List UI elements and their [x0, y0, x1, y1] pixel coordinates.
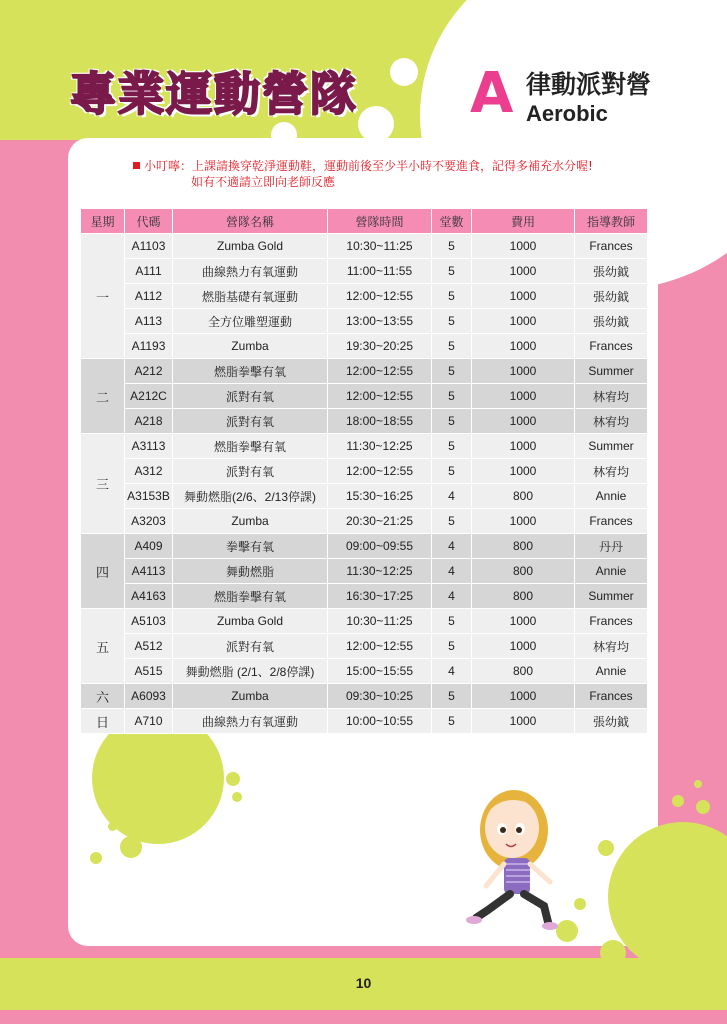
instructor-cell: 林宥均: [575, 459, 648, 484]
sessions-cell: 4: [432, 484, 472, 509]
instructor-cell: 林宥均: [575, 409, 648, 434]
time-cell: 20:30~21:25: [328, 509, 432, 534]
code-cell: A218: [125, 409, 173, 434]
code-cell: A212C: [125, 384, 173, 409]
sessions-cell: 4: [432, 584, 472, 609]
sessions-cell: 5: [432, 234, 472, 259]
course-name-cell: 曲線熱力有氧運動: [173, 259, 328, 284]
code-cell: A111: [125, 259, 173, 284]
fee-cell: 1000: [472, 284, 575, 309]
course-name-cell: 曲線熱力有氧運動: [173, 709, 328, 734]
lime-bubble: [90, 852, 102, 864]
code-cell: A4163: [125, 584, 173, 609]
time-cell: 09:00~09:55: [328, 534, 432, 559]
fee-cell: 1000: [472, 634, 575, 659]
course-name-cell: Zumba Gold: [173, 609, 328, 634]
table-row: [81, 409, 648, 434]
table-row: [81, 434, 648, 459]
code-cell: A1103: [125, 234, 173, 259]
lime-bubble: [226, 772, 240, 786]
sessions-cell: 5: [432, 434, 472, 459]
reminder-line-1: 小叮嚀：上課請換穿乾淨運動鞋，運動前後至少半小時不要進食，記得多補充水分喔!: [144, 159, 593, 173]
course-name-cell: 燃脂基礎有氧運動: [173, 284, 328, 309]
course-name-cell: Zumba Gold: [173, 234, 328, 259]
day-cell: 四: [81, 534, 125, 609]
day-cell: 六: [81, 684, 125, 709]
fee-cell: 1000: [472, 384, 575, 409]
table-row: [81, 709, 648, 734]
table-row: [81, 309, 648, 334]
instructor-cell: 林宥均: [575, 384, 648, 409]
code-cell: A409: [125, 534, 173, 559]
fee-cell: 1000: [472, 409, 575, 434]
code-cell: A3153B: [125, 484, 173, 509]
time-cell: 16:30~17:25: [328, 584, 432, 609]
lime-bubble: [574, 898, 586, 910]
course-name-cell: 舞動燃脂 (2/1、2/8停課): [173, 659, 328, 684]
fee-cell: 1000: [472, 459, 575, 484]
fee-cell: 1000: [472, 259, 575, 284]
lime-bubble: [694, 780, 702, 788]
code-cell: A710: [125, 709, 173, 734]
code-cell: A1193: [125, 334, 173, 359]
table-row: [81, 459, 648, 484]
table-row: [81, 334, 648, 359]
course-name-cell: Zumba: [173, 684, 328, 709]
lime-bubble: [108, 822, 117, 831]
instructor-cell: Summer: [575, 584, 648, 609]
time-cell: 11:30~12:25: [328, 434, 432, 459]
instructor-cell: Frances: [575, 234, 648, 259]
code-cell: A512: [125, 634, 173, 659]
bubble: [358, 106, 394, 142]
fee-cell: 800: [472, 659, 575, 684]
sessions-cell: 4: [432, 559, 472, 584]
fee-cell: 1000: [472, 434, 575, 459]
instructor-cell: 林宥均: [575, 634, 648, 659]
table-row: [81, 284, 648, 309]
header-day: 星期: [81, 209, 125, 234]
lime-bubble: [600, 940, 626, 966]
lime-bubble: [672, 795, 684, 807]
time-cell: 12:00~12:55: [328, 384, 432, 409]
time-cell: 10:00~10:55: [328, 709, 432, 734]
sessions-cell: 5: [432, 259, 472, 284]
course-name-cell: 舞動燃脂(2/6、2/13停課): [173, 484, 328, 509]
table-body: [81, 234, 648, 734]
code-cell: A212: [125, 359, 173, 384]
section-letter: A: [470, 61, 514, 126]
header-time: 營隊時間: [328, 209, 432, 234]
sessions-cell: 5: [432, 334, 472, 359]
course-name-cell: 派對有氧: [173, 459, 328, 484]
table-row: [81, 234, 648, 259]
fee-cell: 1000: [472, 609, 575, 634]
table-row: [81, 384, 648, 409]
instructor-cell: Annie: [575, 559, 648, 584]
code-cell: A113: [125, 309, 173, 334]
sessions-cell: 4: [432, 534, 472, 559]
course-name-cell: 派對有氧: [173, 634, 328, 659]
course-name-cell: 派對有氧: [173, 409, 328, 434]
day-cell: 一: [81, 234, 125, 359]
fee-cell: 1000: [472, 309, 575, 334]
fee-cell: 1000: [472, 359, 575, 384]
course-name-cell: 燃脂拳擊有氧: [173, 359, 328, 384]
course-name-cell: 全方位雕塑運動: [173, 309, 328, 334]
table-header-row: [81, 209, 648, 234]
header-instructor: 指導教師: [575, 209, 648, 234]
table-row: [81, 609, 648, 634]
course-name-cell: Zumba: [173, 509, 328, 534]
code-cell: A112: [125, 284, 173, 309]
instructor-cell: Frances: [575, 609, 648, 634]
time-cell: 13:00~13:55: [328, 309, 432, 334]
instructor-cell: Frances: [575, 684, 648, 709]
sessions-cell: 5: [432, 309, 472, 334]
sessions-cell: 5: [432, 634, 472, 659]
course-name-cell: 燃脂拳擊有氧: [173, 584, 328, 609]
time-cell: 15:00~15:55: [328, 659, 432, 684]
lime-bubble: [120, 836, 142, 858]
header-code: 代碼: [125, 209, 173, 234]
square-bullet-icon: [133, 162, 140, 169]
table-row: [81, 534, 648, 559]
instructor-cell: Annie: [575, 659, 648, 684]
fee-cell: 800: [472, 559, 575, 584]
sessions-cell: 5: [432, 509, 472, 534]
lime-bubble: [232, 792, 242, 802]
time-cell: 09:30~10:25: [328, 684, 432, 709]
sessions-cell: 5: [432, 609, 472, 634]
fee-cell: 1000: [472, 334, 575, 359]
sessions-cell: 5: [432, 684, 472, 709]
sessions-cell: 5: [432, 284, 472, 309]
instructor-cell: 張幼鉞: [575, 284, 648, 309]
table-row: [81, 659, 648, 684]
instructor-cell: Frances: [575, 509, 648, 534]
header-fee: 費用: [472, 209, 575, 234]
sessions-cell: 5: [432, 409, 472, 434]
code-cell: A3203: [125, 509, 173, 534]
day-cell: 五: [81, 609, 125, 684]
table-row: [81, 359, 648, 384]
fee-cell: 800: [472, 584, 575, 609]
section-title-en: Aerobic: [526, 101, 608, 126]
schedule-table: [80, 208, 648, 734]
code-cell: A6093: [125, 684, 173, 709]
day-cell: 三: [81, 434, 125, 534]
time-cell: 10:30~11:25: [328, 234, 432, 259]
fee-cell: 800: [472, 484, 575, 509]
time-cell: 11:00~11:55: [328, 259, 432, 284]
time-cell: 19:30~20:25: [328, 334, 432, 359]
instructor-cell: 張幼鉞: [575, 309, 648, 334]
fee-cell: 1000: [472, 234, 575, 259]
table-row: [81, 259, 648, 284]
header-sessions: 堂數: [432, 209, 472, 234]
time-cell: 18:00~18:55: [328, 409, 432, 434]
instructor-cell: 丹丹: [575, 534, 648, 559]
time-cell: 11:30~12:25: [328, 559, 432, 584]
code-cell: A5103: [125, 609, 173, 634]
sessions-cell: 5: [432, 709, 472, 734]
instructor-cell: Frances: [575, 334, 648, 359]
code-cell: A312: [125, 459, 173, 484]
fee-cell: 800: [472, 534, 575, 559]
time-cell: 10:30~11:25: [328, 609, 432, 634]
course-name-cell: 燃脂拳擊有氧: [173, 434, 328, 459]
sessions-cell: 5: [432, 459, 472, 484]
code-cell: A4113: [125, 559, 173, 584]
sessions-cell: 5: [432, 384, 472, 409]
bubble: [695, 8, 723, 36]
fee-cell: 1000: [472, 684, 575, 709]
header-course: 營隊名稱: [173, 209, 328, 234]
sessions-cell: 4: [432, 659, 472, 684]
course-name-cell: Zumba: [173, 334, 328, 359]
fee-cell: 1000: [472, 509, 575, 534]
page-number: 10: [355, 975, 372, 991]
bubble: [390, 58, 418, 86]
time-cell: 12:00~12:55: [328, 359, 432, 384]
code-cell: A3113: [125, 434, 173, 459]
lime-bubble: [696, 800, 710, 814]
table-row: [81, 484, 648, 509]
table-row: [81, 634, 648, 659]
time-cell: 15:30~16:25: [328, 484, 432, 509]
instructor-cell: Annie: [575, 484, 648, 509]
table-row: [81, 584, 648, 609]
time-cell: 12:00~12:55: [328, 284, 432, 309]
instructor-cell: 張幼鉞: [575, 709, 648, 734]
reminder-line-2: 如有不適請立即向老師反應: [191, 175, 336, 189]
course-name-cell: 舞動燃脂: [173, 559, 328, 584]
sessions-cell: 5: [432, 359, 472, 384]
page-title: 專業運動營隊: [70, 67, 358, 121]
instructor-cell: 張幼鉞: [575, 259, 648, 284]
cartoon-girl-illustration: [462, 782, 572, 932]
day-cell: 日: [81, 709, 125, 734]
course-name-cell: 派對有氧: [173, 384, 328, 409]
time-cell: 12:00~12:55: [328, 459, 432, 484]
day-cell: 二: [81, 359, 125, 434]
table-row: [81, 509, 648, 534]
reminder-note: [133, 158, 593, 190]
instructor-cell: Summer: [575, 434, 648, 459]
code-cell: A515: [125, 659, 173, 684]
course-name-cell: 拳擊有氧: [173, 534, 328, 559]
fee-cell: 1000: [472, 709, 575, 734]
table-row: [81, 684, 648, 709]
lime-bubble: [598, 840, 614, 856]
table-row: [81, 559, 648, 584]
instructor-cell: Summer: [575, 359, 648, 384]
time-cell: 12:00~12:55: [328, 634, 432, 659]
section-title-zh: 律動派對營: [526, 70, 652, 99]
